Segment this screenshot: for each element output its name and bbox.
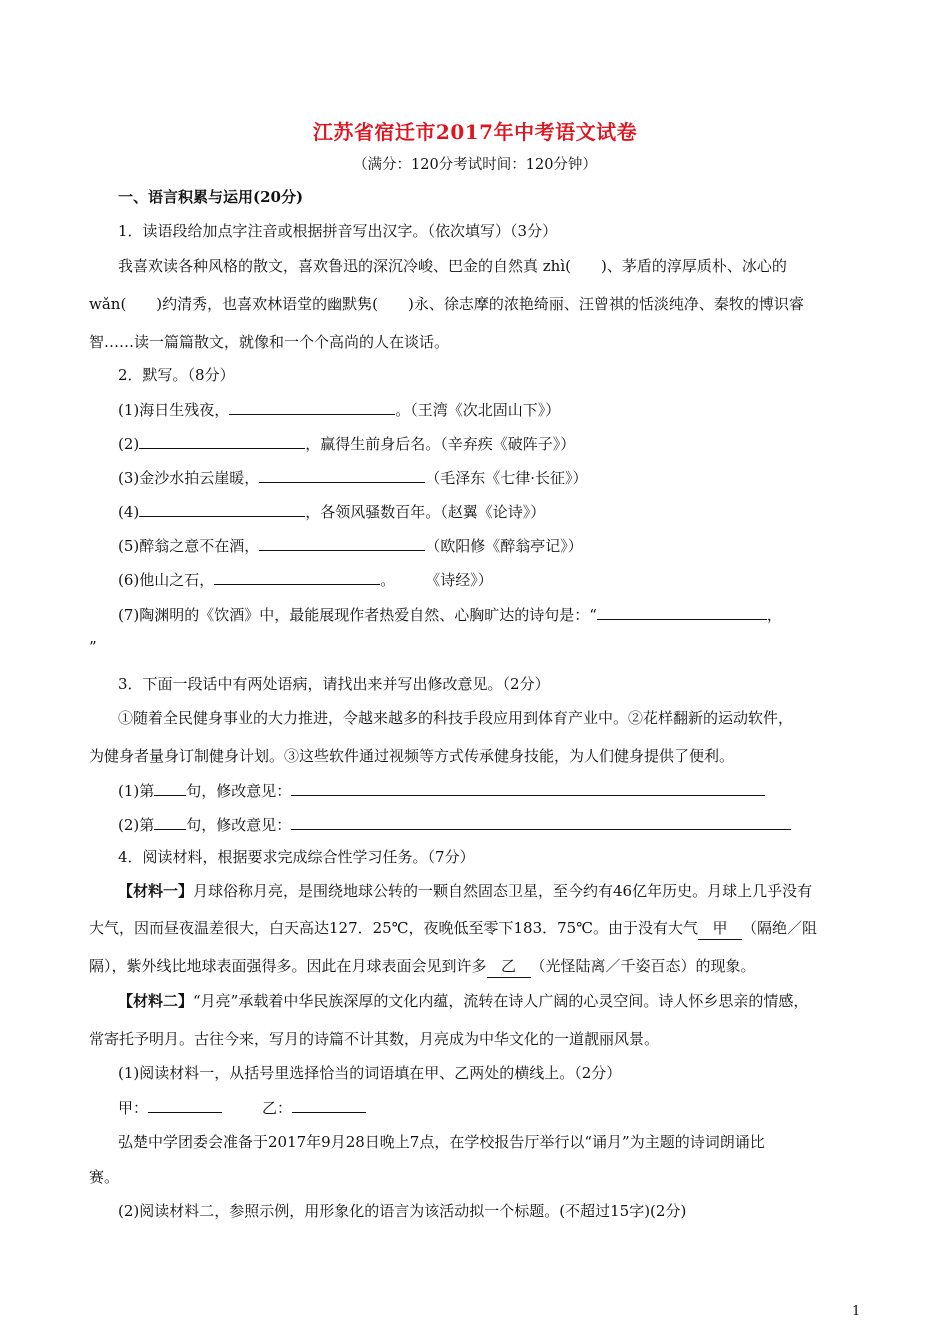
fill-blank-jia[interactable]: 甲 <box>698 917 742 940</box>
q3-prompt: 3．下面一段话中有两处语病，请找出来并写出修改意见。（2分） <box>118 675 550 693</box>
answer-label: 乙： <box>262 1099 293 1117</box>
page-title: 江苏省宿迁市2017年中考语文试卷 <box>312 120 638 144</box>
q2-item7-prompt: (7)陶渊明的《饮酒》中，最能展现作者热爱自然、心胸旷达的诗句是：“ <box>118 606 597 624</box>
answer-label: (1)第 <box>118 782 155 800</box>
answer-blank[interactable] <box>259 534 425 551</box>
answer-blank[interactable] <box>259 466 425 483</box>
q3-answer-row <box>118 813 791 836</box>
q2-item <box>118 603 782 626</box>
sentence-number-blank[interactable] <box>154 779 186 796</box>
poem-source: ，赢得生前身后名。（辛弃疾《破阵子》） <box>305 435 576 453</box>
event-text-line: 弘楚中学团委会准备于2017年9月28日晚上7点，在学校报告厅举行以“诵月”为主题的诗词朗诵比 <box>118 1133 765 1151</box>
q3-answer-row <box>118 779 765 802</box>
material-text: 隔），紫外线比地球表面强得多。因此在月球表面会见到许多 <box>89 957 487 975</box>
answer-blank-yi[interactable] <box>292 1096 366 1113</box>
answer-blank[interactable] <box>139 432 305 449</box>
q2-item <box>118 466 588 489</box>
q2-item <box>118 398 560 421</box>
answer-blank[interactable] <box>597 603 767 620</box>
q4-subquestion: (2)阅读材料二，参照示例，用形象化的语言为该活动拟一个标题。(不超过15字)(2分) <box>118 1202 687 1220</box>
answer-label: (2)第 <box>118 816 155 834</box>
poem-line-given: (6)他山之石， <box>118 571 215 589</box>
q4-subquestion: (1)阅读材料一，从括号里选择恰当的词语填在甲、乙两处的横线上。（2分） <box>118 1064 622 1082</box>
material-text: “月亮”承载着中华民族深厚的文化内蕴，流转在诗人广阔的心灵空间。诗人怀乡思亲的情感， <box>193 992 809 1010</box>
material-1-line <box>89 917 817 940</box>
answer-label: 甲： <box>118 1099 149 1117</box>
answer-label: 句，修改意见： <box>186 782 292 800</box>
material-label: 【材料二】 <box>118 992 194 1010</box>
answer-blank[interactable] <box>139 500 305 517</box>
fill-blank-yi[interactable]: 乙 <box>487 955 531 978</box>
material-2-line: 常寄托予明月。古往今来，写月的诗篇不计其数，月亮成为中华文化的一道靓丽风景。 <box>89 1030 660 1048</box>
poem-line-given: (3)金沙水拍云崖暖， <box>118 469 260 487</box>
material-2-line <box>118 990 808 1012</box>
q2-item <box>118 500 545 523</box>
q1-prompt: 1．读语段给加点字注音或根据拼音写出汉字。（依次填写）（3分） <box>118 222 558 240</box>
material-text: （光怪陆离／千姿百态）的现象。 <box>530 957 756 975</box>
poem-line-given: (2) <box>118 435 140 453</box>
answer-label: 句，修改意见： <box>186 816 292 834</box>
poem-source: 。 《诗经》） <box>380 571 493 589</box>
q2-item <box>118 534 583 557</box>
poem-source: （毛泽东《七律·长征》） <box>425 469 588 487</box>
material-text: 月球俗称月亮，是围绕地球公转的一颗自然固态卫星，至今约有46亿年历史。月球上几乎没有 <box>193 882 813 900</box>
q4-prompt: 4．阅读材料，根据要求完成综合性学习任务。（7分） <box>118 848 475 866</box>
sentence-number-blank[interactable] <box>154 813 186 830</box>
poem-source: ，各领风骚数百年。（赵翼《论诗》） <box>305 503 546 521</box>
material-1-line <box>89 955 756 978</box>
material-1-line <box>118 880 812 902</box>
revision-blank[interactable] <box>291 779 765 796</box>
q1-text-line: 我喜欢读各种风格的散文，喜欢鲁迅的深沉冷峻、巴金的自然真 zhì( )、茅盾的淳厚质朴、冰心的 <box>118 257 787 275</box>
poem-line-given: (5)醉翁之意不在酒， <box>118 537 260 555</box>
poem-line-given: (1)海日生残夜， <box>118 401 230 419</box>
q3-text-line: ①随着全民健身事业的大力推进，令越来越多的科技手段应用到体育产业中。②花样翻新的运动软件， <box>118 709 794 727</box>
answer-blank[interactable] <box>214 568 380 585</box>
exam-info: （满分：120分考试时间：120分钟） <box>353 157 597 173</box>
q2-item7-close: ” <box>89 638 97 656</box>
poem-line-given: (4) <box>118 503 140 521</box>
answer-blank[interactable] <box>229 398 395 415</box>
material-text: 大气，因而昼夜温差很大，白天高达127．25℃，夜晚低至零下183．75℃。由于没有大气 <box>89 919 698 937</box>
q3-text-line: 为健身者量身订制健身计划。③这些软件通过视频等方式传承健身技能，为人们健身提供了便利。 <box>89 747 735 765</box>
punctuation: ， <box>766 606 782 624</box>
section-heading: 一、语言积累与运用(20分) <box>118 188 304 206</box>
q1-text-line: 智……读一篇篇散文，就像和一个个高尚的人在谈话。 <box>89 333 450 351</box>
page-number: 1 <box>852 1304 861 1319</box>
poem-source: （欧阳修《醉翁亭记》） <box>425 537 583 555</box>
material-label: 【材料一】 <box>118 882 194 900</box>
q2-item <box>118 568 493 591</box>
poem-source: 。（王湾《次北固山下》） <box>395 401 561 419</box>
event-text-line: 赛。 <box>89 1168 120 1186</box>
revision-blank[interactable] <box>291 813 791 830</box>
q2-item <box>118 432 575 455</box>
q2-prompt: 2．默写。（8分） <box>118 366 235 384</box>
material-text: （隔绝／阻 <box>742 919 818 937</box>
answer-blank-jia[interactable] <box>148 1096 222 1113</box>
q1-text-line: wǎn( )约清秀，也喜欢林语堂的幽默隽( )永、徐志摩的浓艳绮丽、汪曾祺的恬淡纯净、秦牧的博识睿 <box>89 295 804 313</box>
q4-answer-row <box>118 1096 366 1119</box>
